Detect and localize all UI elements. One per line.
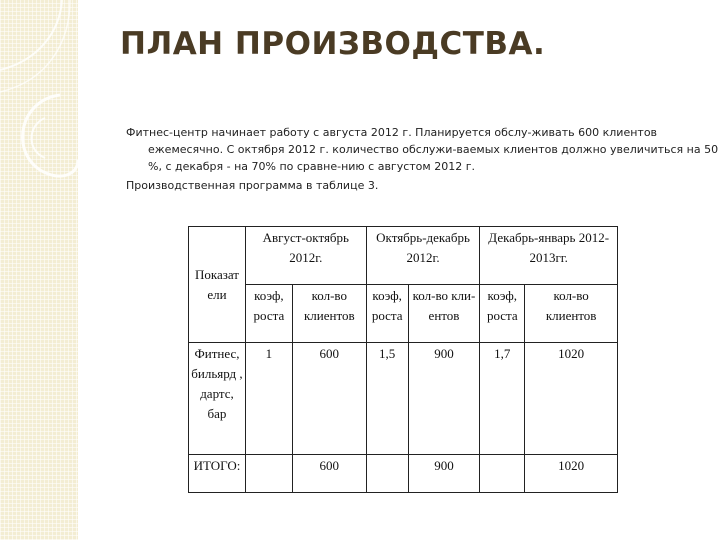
period-header-2: Октябрь-декабрь 2012г. <box>366 227 480 285</box>
cell-value: 1,7 <box>480 343 525 455</box>
cell-value: 1020 <box>525 455 618 493</box>
period-header-3: Декабрь-январь 2012-2013гг. <box>480 227 618 285</box>
subheader-qty: кол-во клиентов <box>525 285 618 343</box>
subheader-coef: коэф, роста <box>245 285 292 343</box>
table-reference-paragraph: Производственная программа в таблице 3. <box>126 179 379 192</box>
decorative-side-band <box>0 0 78 540</box>
cell-value: 600 <box>292 455 366 493</box>
cell-value <box>480 455 525 493</box>
cell-value: 1020 <box>525 343 618 455</box>
table-row <box>189 343 618 455</box>
subheader-qty: кол-во клиентов <box>292 285 366 343</box>
cell-value <box>366 455 408 493</box>
cell-value: 900 <box>408 343 480 455</box>
intro-paragraph: Фитнес-центр начинает работу с августа 2012 г. Планируется обслу-живать 600 клиентов ежемесячно. С октября 2012 г. количество обслужи-ваемых клиентов должно увеличиться на 50 %, с декабря - на 70% по сравне-нию с августом 2012 г. <box>126 126 719 173</box>
table-row <box>189 455 618 493</box>
cell-value: 900 <box>408 455 480 493</box>
row-label: Фитнес, бильярд , дартс, бар <box>189 343 246 455</box>
indicator-header: Показат ели <box>189 227 246 343</box>
page-title: ПЛАН ПРОИЗВОДСТВА. <box>120 26 546 62</box>
production-plan-table <box>188 226 618 493</box>
row-label: ИТОГО: <box>189 455 246 493</box>
subheader-coef: коэф, роста <box>480 285 525 343</box>
cell-value: 1,5 <box>366 343 408 455</box>
subheader-coef: коэф, роста <box>366 285 408 343</box>
cell-value: 600 <box>292 343 366 455</box>
period-header-1: Август-октябрь 2012г. <box>245 227 366 285</box>
decorative-swirl-graphic <box>0 0 78 540</box>
subheader-qty: кол-во кли-ентов <box>408 285 480 343</box>
cell-value: 1 <box>245 343 292 455</box>
cell-value <box>245 455 292 493</box>
